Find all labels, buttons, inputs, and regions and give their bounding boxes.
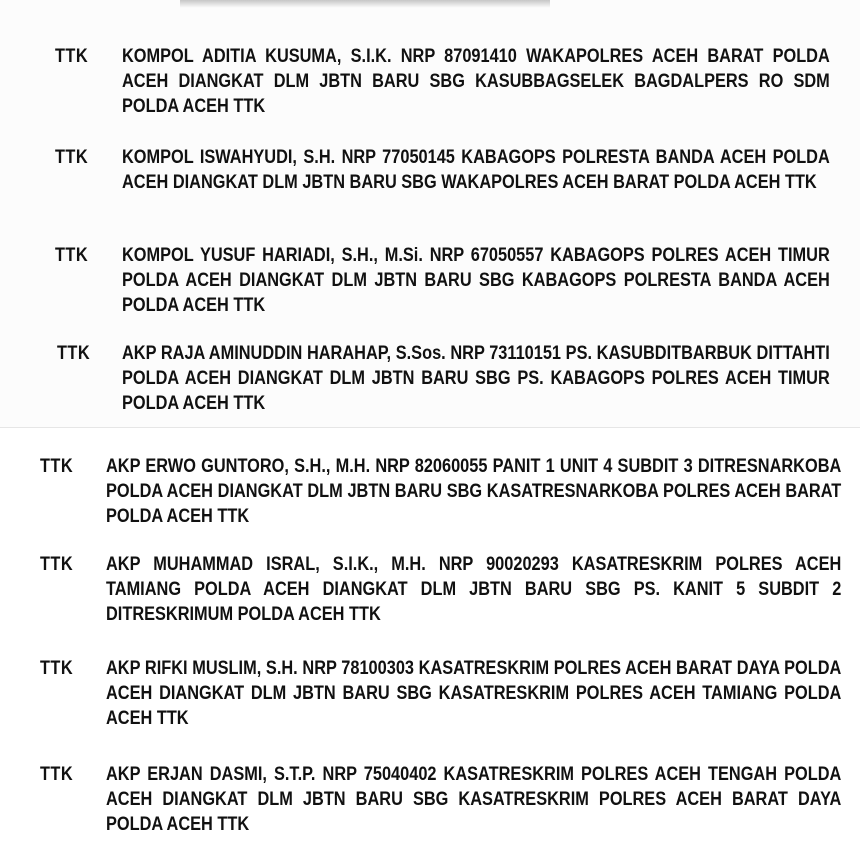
entry-8: [40, 761, 78, 788]
entry-text: KOMPOL ISWAHYUDI, S.H. NRP 77050145 KABAGOPS POLRESTA BANDA ACEH POLDA ACEH DIANGKAT DLM JBTN BARU SBG WAKAPOLRES ACEH BARAT POLDA ACEH TTK: [122, 147, 830, 193]
entry-1: [55, 43, 93, 70]
entry-text: KOMPOL ADITIA KUSUMA, S.I.K. NRP 87091410 WAKAPOLRES ACEH BARAT POLDA ACEH DIANGKAT DLM JBTN BARU SBG KASUBBAGSELEK BAGDALPERS RO SDM POLDA ACEH TTK: [122, 46, 830, 117]
document-section-lower: [0, 428, 860, 860]
entry-7: [40, 655, 78, 682]
entry-text: AKP ERWO GUNTORO, S.H., M.H. NRP 82060055 PANIT 1 UNIT 4 SUBDIT 3 DITRESNARKOBA POLDA ACEH DIANGKAT DLM JBTN BARU SBG KASATRESNARKOBA POLRES ACEH BARAT POLDA ACEH TTK: [106, 456, 842, 527]
entry-label: TTK: [57, 343, 91, 364]
entry-label: TTK: [40, 658, 74, 679]
entry-text: AKP ERJAN DASMI, S.T.P. NRP 75040402 KASATRESKRIM POLRES ACEH TENGAH POLDA ACEH DIANGKAT DLM JBTN BARU SBG KASATRESKRIM POLRES ACEH BARAT DAYA POLDA ACEH TTK: [106, 764, 842, 835]
document-section-upper: [0, 0, 860, 428]
entry-label: TTK: [40, 764, 74, 785]
entry-label: TTK: [40, 554, 74, 575]
entry-text: KOMPOL YUSUF HARIADI, S.H., M.Si. NRP 67050557 KABAGOPS POLRES ACEH TIMUR POLDA ACEH DIANGKAT DLM JBTN BARU SBG KABAGOPS POLRESTA BANDA ACEH POLDA ACEH TTK: [122, 245, 830, 316]
entry-text: AKP RIFKI MUSLIM, S.H. NRP 78100303 KASATRESKRIM POLRES ACEH BARAT DAYA POLDA ACEH DIANGKAT DLM JBTN BARU SBG KASATRESKRIM POLRES ACEH TAMIANG POLDA ACEH TTK: [106, 658, 842, 729]
entry-text: AKP RAJA AMINUDDIN HARAHAP, S.Sos. NRP 73110151 PS. KASUBDITBARBUK DITTAHTI POLDA ACEH DIANGKAT DLM JBTN BARU SBG PS. KABAGOPS POLRES ACEH TIMUR POLDA ACEH TTK: [122, 343, 830, 414]
entry-6: [40, 551, 78, 578]
entry-3: [55, 242, 93, 269]
entry-label: TTK: [55, 245, 89, 266]
entry-text: AKP MUHAMMAD ISRAL, S.I.K., M.H. NRP 90020293 KASATRESKRIM POLRES ACEH TAMIANG POLDA ACEH DIANGKAT DLM JBTN BARU SBG PS. KANIT 5 SUBDIT 2 DITRESKRIMUM POLDA ACEH TTK: [106, 554, 842, 625]
entry-2: [55, 144, 93, 171]
entry-4: [57, 340, 95, 367]
entry-label: TTK: [40, 456, 74, 477]
entry-5: [40, 453, 78, 480]
entry-label: TTK: [55, 46, 89, 67]
entry-label: TTK: [55, 147, 89, 168]
cropped-header-edge: [180, 0, 550, 8]
